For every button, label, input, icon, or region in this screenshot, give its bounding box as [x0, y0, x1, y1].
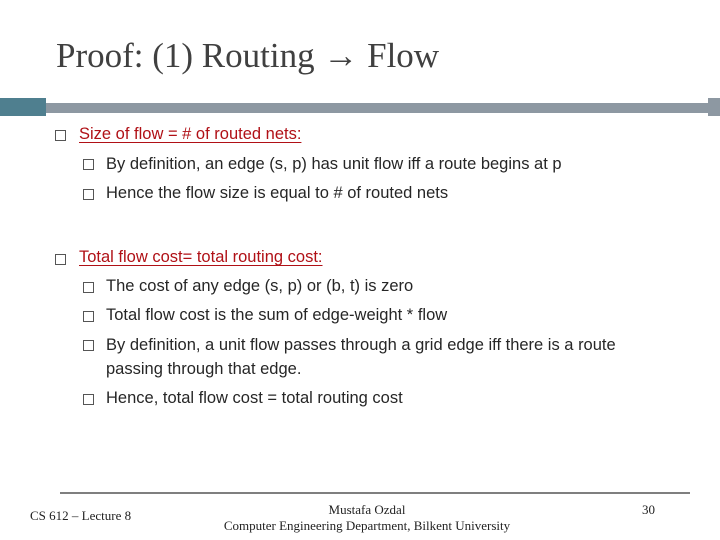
sub-bullet-square-icon [83, 159, 94, 170]
title-accent-bar [46, 103, 720, 113]
footer-author-block [200, 502, 534, 534]
sub-bullet-square-icon [83, 282, 94, 293]
slide-title: Proof: (1) Routing → Flow [56, 36, 440, 75]
sub-bullet-square-icon [83, 311, 94, 322]
footer-department: Computer Engineering Department, Bilkent University [223, 518, 511, 533]
bullet-text-continuation: passing through that edge. [106, 360, 302, 378]
page-number: 30 [642, 502, 655, 517]
sub-bullet-square-icon [83, 340, 94, 351]
title-accent-square [0, 98, 46, 116]
footer-divider [60, 492, 690, 494]
footer-course: CS 612 – Lecture 8 [30, 508, 132, 523]
bullet-text: By definition, a unit flow passes through a grid edge iff there is a route [106, 336, 616, 354]
sub-bullet-square-icon [83, 394, 94, 405]
section-heading-total-flow-cost: Total flow cost= total routing cost: [79, 248, 323, 266]
bullet-text: By definition, an edge (s, p) has unit flow iff a route begins at p [106, 155, 562, 173]
bullet-text: Hence, total flow cost = total routing cost [106, 389, 403, 407]
bullet-text: The cost of any edge (s, p) or (b, t) is zero [106, 277, 414, 295]
sub-bullet-square-icon [83, 189, 94, 200]
bullet-text: Hence the flow size is equal to # of routed nets [106, 184, 449, 202]
bullet-square-icon [55, 130, 66, 141]
section-heading-size-of-flow: Size of flow = # of routed nets: [79, 125, 302, 143]
bullet-text: Total flow cost is the sum of edge-weight * flow [106, 306, 448, 324]
footer-author: Mustafa Ozdal [328, 502, 406, 517]
bullet-square-icon [55, 254, 66, 265]
title-accent-end [708, 98, 720, 116]
